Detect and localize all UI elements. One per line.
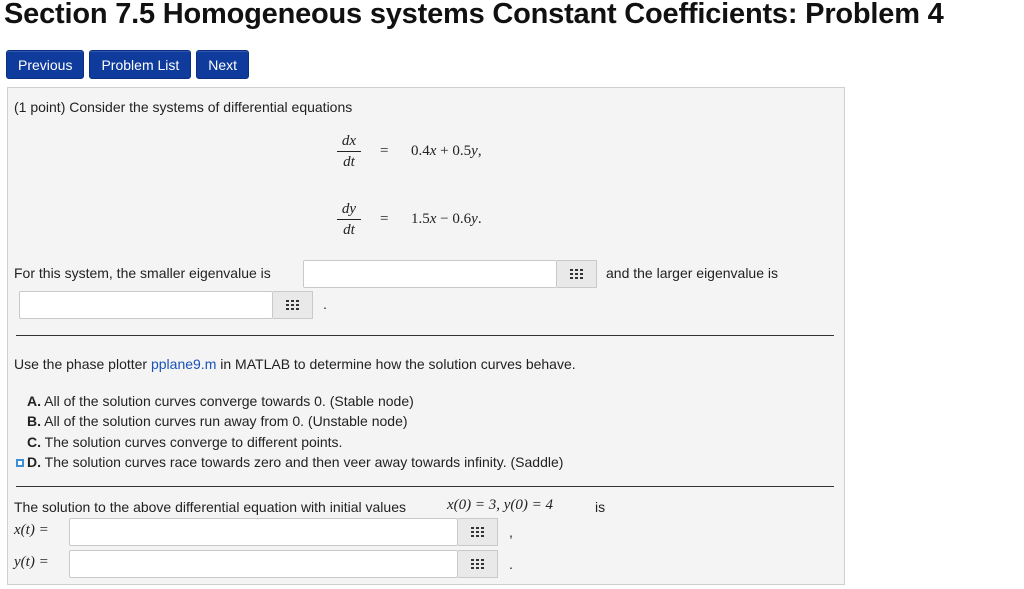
section-divider (16, 335, 834, 336)
solution-prompt: The solution to the above differential equation with initial values (14, 499, 406, 515)
variable-x: x (429, 143, 437, 159)
pplane-link[interactable]: pplane9.m (150, 356, 217, 372)
equation-editor-button[interactable] (458, 550, 498, 578)
punctuation: , (477, 143, 482, 159)
keypad-grid-icon (570, 269, 583, 279)
variable-y: y (471, 211, 478, 227)
choice-letter: C. (27, 434, 41, 450)
previous-button[interactable]: Previous (6, 50, 84, 79)
derivative-dy-dt (337, 200, 361, 239)
fraction-bar (337, 151, 361, 152)
smaller-eigenvalue-input[interactable] (303, 260, 557, 288)
choice-a[interactable] (27, 393, 414, 409)
keypad-grid-icon (471, 559, 484, 569)
prompt-text: Use the phase plotter (14, 356, 151, 372)
equation-editor-button[interactable] (458, 518, 498, 546)
problem-list-button[interactable]: Problem List (89, 50, 191, 79)
choice-letter: A. (27, 393, 41, 409)
keypad-grid-icon (471, 527, 484, 537)
x-t-label: x(t) = (14, 522, 49, 538)
variable-y: y (471, 143, 478, 159)
y-t-input[interactable] (69, 550, 458, 578)
fraction-numerator: dy (341, 201, 357, 217)
punctuation-period: . (509, 556, 513, 572)
choice-text: All of the solution curves run away from 0. (Unstable node) (41, 413, 408, 429)
choice-c[interactable] (27, 434, 342, 450)
fraction-bar (337, 219, 361, 220)
choice-text: The solution curves race towards zero and then veer away towards infinity. (Saddle) (41, 454, 564, 470)
coefficient: + 0.5 (436, 143, 472, 159)
problem-panel (7, 87, 845, 585)
initial-values: x(0) = 3, y(0) = 4 (447, 497, 554, 513)
phase-plotter-prompt (14, 356, 576, 372)
punctuation: . (477, 211, 482, 227)
equation-editor-button[interactable] (273, 291, 313, 319)
equals-sign: = (380, 143, 389, 159)
choice-letter: B. (27, 413, 41, 429)
larger-eigenvalue-input[interactable] (19, 291, 273, 319)
selected-choice-marker-icon (16, 459, 24, 467)
punctuation-period: . (323, 296, 327, 312)
keypad-grid-icon (286, 300, 299, 310)
equals-sign: = (380, 211, 389, 227)
fraction-numerator: dx (341, 133, 357, 149)
coefficient: − 0.6 (436, 211, 472, 227)
y-t-label: y(t) = (14, 554, 49, 570)
choice-b[interactable] (27, 413, 408, 429)
fraction-denominator: dt (343, 154, 355, 170)
is-label: is (595, 499, 606, 515)
problem-navigation (6, 50, 249, 79)
derivative-dx-dt (337, 132, 361, 171)
prompt-text: in MATLAB to determine how the solution curves behave. (216, 356, 576, 372)
choice-text: The solution curves converge to different points. (41, 434, 343, 450)
x-t-input[interactable] (69, 518, 458, 546)
equation-editor-button[interactable] (557, 260, 597, 288)
smaller-eigenvalue-label: For this system, the smaller eigenvalue is (14, 265, 271, 281)
choice-text: All of the solution curves converge towards 0. (Stable node) (41, 393, 414, 409)
fraction-denominator: dt (343, 222, 355, 238)
coefficient: 0.4 (411, 143, 430, 159)
larger-eigenvalue-label: and the larger eigenvalue is (606, 265, 779, 281)
punctuation-comma: , (509, 524, 513, 540)
section-divider (16, 486, 834, 487)
next-button[interactable]: Next (196, 50, 249, 79)
equation-1-rhs (411, 143, 482, 160)
page-title: Section 7.5 Homogeneous systems Constant Coefficients: Problem 4 (4, 0, 944, 30)
equation-2-rhs (411, 211, 482, 228)
choice-letter: D. (27, 454, 41, 470)
problem-intro: (1 point) Consider the systems of differential equations (14, 99, 353, 115)
variable-x: x (429, 211, 437, 227)
coefficient: 1.5 (411, 211, 430, 227)
choice-d[interactable] (27, 454, 563, 470)
